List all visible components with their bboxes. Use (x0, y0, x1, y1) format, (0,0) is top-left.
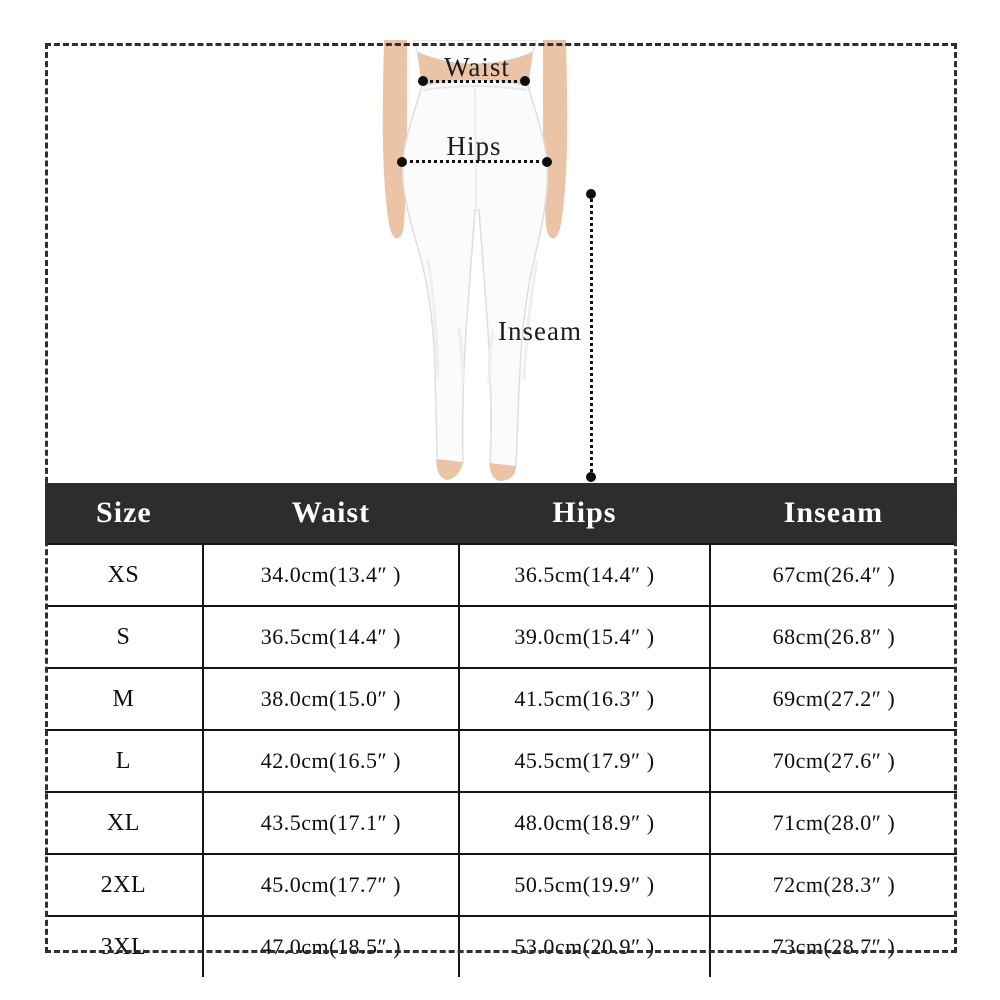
header-hips: Hips (459, 483, 710, 544)
cell-inseam: 69cm(27.2″ ) (710, 668, 957, 730)
left-foot (437, 459, 463, 480)
cell-inseam: 73cm(28.7″ ) (710, 916, 957, 977)
cell-size: XS (45, 544, 203, 606)
table-row (45, 606, 957, 668)
cell-hips: 39.0cm(15.4″ ) (459, 606, 710, 668)
inseam-measure-line (590, 194, 593, 477)
cell-size: 3XL (45, 916, 203, 977)
cell-hips: 53.0cm(20.9″ ) (459, 916, 710, 977)
cell-hips: 41.5cm(16.3″ ) (459, 668, 710, 730)
cell-hips: 50.5cm(19.9″ ) (459, 854, 710, 916)
header-size: Size (45, 483, 203, 544)
inseam-label: Inseam (498, 316, 582, 346)
table-row (45, 854, 957, 916)
cell-size: L (45, 730, 203, 792)
table-row (45, 544, 957, 606)
table-header-row (45, 483, 957, 544)
cell-waist: 45.0cm(17.7″ ) (203, 854, 459, 916)
cell-waist: 43.5cm(17.1″ ) (203, 792, 459, 854)
cell-size: S (45, 606, 203, 668)
right-arm (543, 40, 567, 238)
hips-label: Hips (446, 131, 502, 161)
measure-dot-icon (397, 157, 407, 167)
cell-hips: 48.0cm(18.9″ ) (459, 792, 710, 854)
table-row (45, 668, 957, 730)
measure-dot-icon (586, 189, 596, 199)
measure-dot-icon (586, 472, 596, 482)
cell-hips: 45.5cm(17.9″ ) (459, 730, 710, 792)
cell-inseam: 67cm(26.4″ ) (710, 544, 957, 606)
cell-waist: 42.0cm(16.5″ ) (203, 730, 459, 792)
cell-hips: 36.5cm(14.4″ ) (459, 544, 710, 606)
waist-measure-line (423, 80, 525, 83)
cell-waist: 47.0cm(18.5″ ) (203, 916, 459, 977)
cell-inseam: 70cm(27.6″ ) (710, 730, 957, 792)
model-photo (330, 40, 620, 484)
measure-dot-icon (542, 157, 552, 167)
cell-size: 2XL (45, 854, 203, 916)
measure-dot-icon (520, 76, 530, 86)
table-row (45, 792, 957, 854)
cell-inseam: 68cm(26.8″ ) (710, 606, 957, 668)
cell-inseam: 71cm(28.0″ ) (710, 792, 957, 854)
cell-size: XL (45, 792, 203, 854)
measure-dot-icon (418, 76, 428, 86)
header-inseam: Inseam (710, 483, 957, 544)
table-row (45, 916, 957, 977)
left-arm (383, 40, 407, 238)
cell-size: M (45, 668, 203, 730)
cell-inseam: 72cm(28.3″ ) (710, 854, 957, 916)
cell-waist: 36.5cm(14.4″ ) (203, 606, 459, 668)
hips-measure-line (403, 160, 546, 163)
right-foot (490, 463, 516, 481)
waist-label: Waist (444, 52, 510, 82)
size-table (45, 483, 957, 977)
cell-waist: 38.0cm(15.0″ ) (203, 668, 459, 730)
cell-waist: 34.0cm(13.4″ ) (203, 544, 459, 606)
header-waist: Waist (203, 483, 459, 544)
table-row (45, 730, 957, 792)
